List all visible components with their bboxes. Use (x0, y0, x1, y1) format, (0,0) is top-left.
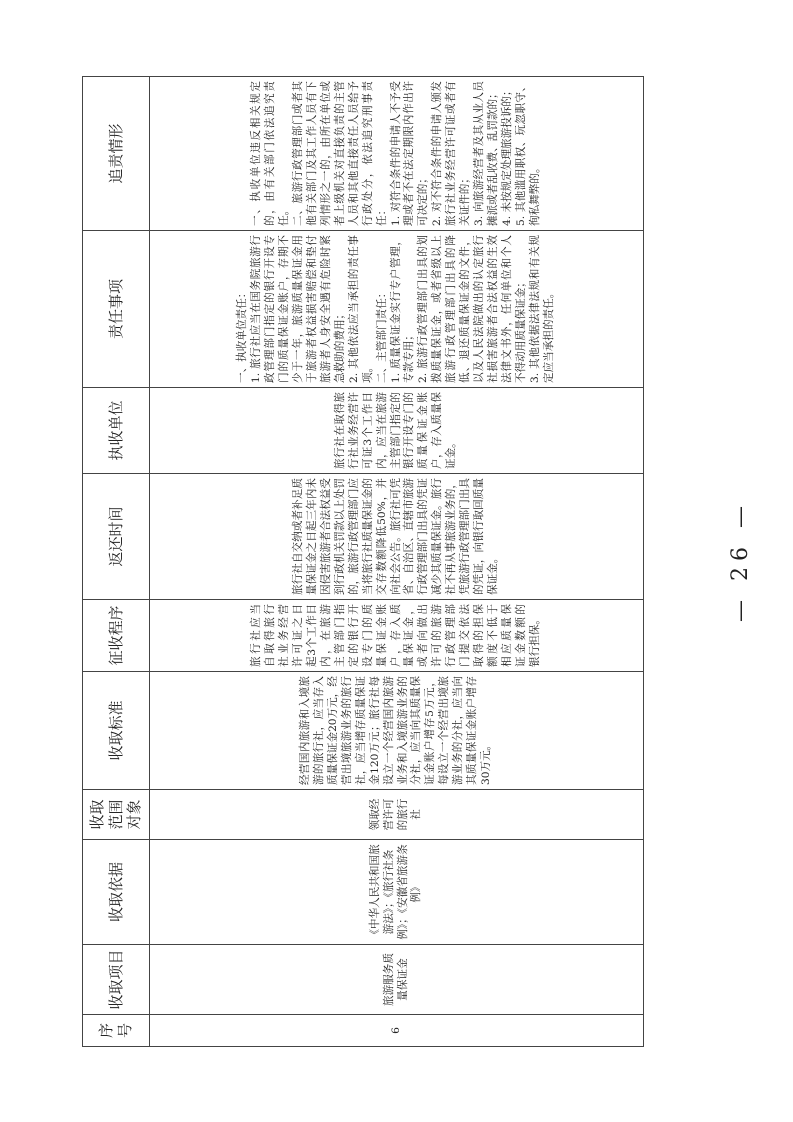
cell-basis: 《中华人民共和国旅游法》；《旅行社条例》；《安徽省旅游条例》 (150, 840, 644, 945)
cell-standard: 经营国内旅游和入境旅游的旅行社，应当存入质量保证金20万元，经营出境旅游业务的旅行社，应当增存质量保证金120万元；旅行社每设立一个经营国内旅游业务和入境旅游业务的分社，应当向其质量保证金账户增存5万元，每设立一个经营出境旅游业务的分社，应当向其质量保证金账户增存30万元。 (150, 672, 644, 790)
cell-unit: 旅行社在取得旅行社业务经营许可证3个工作日内，应当在旅游主管部门指定的银行开设专门的质量保证金账户，存入质量保证金。 (150, 388, 644, 474)
accountability-line: 4. 未按规定处理旅游投诉的； (501, 85, 514, 226)
accountability-line: 二、旅游行政管理部门或者其他有关部门及其工作人员有下列情形之一的，由所在单位或者上级机关对直接负责的主管人员和其他直接责任人员给予行政处分，依法追究刑事责任： (291, 81, 388, 226)
fee-item-table (82, 76, 644, 1047)
responsibility-line: 二、主管部门责任： (375, 287, 388, 383)
header-refund-time: 返还时间 (83, 474, 150, 600)
header-standard: 收取标准 (83, 672, 150, 790)
accountability-line: 一、执收单位违反相关规定的，由有关部门依法追究责任。 (249, 81, 290, 226)
cell-scope: 领取经营许可的旅行社 (150, 790, 644, 840)
header-procedure: 征收程序 (83, 600, 150, 672)
header-responsibility: 责任事项 (83, 231, 150, 388)
cell-procedure: 旅行社应当自取得旅行社业务经营许可证之日起3个工作日内，在旅游主管部门指定的银行开设专门的质量保证金账户，存入质量保证金，或者向做出许可的旅游行政管理部门提交依法取得的担保额度不低于相应质量保证金数额的银行担保。 (150, 600, 644, 672)
cell-responsibility (150, 231, 644, 388)
cell-item: 旅游服务质量保证金 (150, 945, 644, 1015)
accountability-line: 1. 对符合条件的申请人不予受理或者不在法定期限内作出许可决定的； (389, 81, 430, 226)
header-item: 收取项目 (83, 945, 150, 1015)
page-number: — 26 — (728, 500, 753, 622)
responsibility-line: 1. 旅行社应当在国务院旅游行政管理部门指定的银行开设专门的质量保证金账户，存期不少于一年，旅游质量保证金用于旅游者权益损害赔偿和垫付旅游者人身安全遇有危险时紧急救助的费用； (249, 235, 346, 383)
responsibility-line: 1. 质量保证金实行专户管理，专款专用； (389, 235, 416, 383)
cell-accountability (150, 77, 644, 231)
header-unit: 执收单位 (83, 388, 150, 474)
header-seq: 序号 (83, 1015, 150, 1047)
table-header-row (83, 77, 150, 1047)
accountability-line: 2. 对不符合条件的申请人颁发旅行社业务经营许可证或者有关证件的； (431, 81, 472, 226)
header-accountability: 追责情形 (83, 77, 150, 231)
accountability-line: 3. 向旅游经营者及其从业人员摊派或者乱收费、乱罚款的； (473, 81, 500, 226)
cell-seq: 6 (150, 1015, 644, 1047)
responsibility-line: 一、执收单位责任： (235, 287, 248, 383)
responsibility-line: 3. 其他依据法律法规和有关规定应当承担的责任。 (529, 235, 556, 383)
table-row (150, 77, 644, 1047)
accountability-line: 5. 其他滥用职权、玩忽职守、徇私舞弊的。 (515, 81, 542, 226)
responsibility-line: 2. 其他依法应当承担的责任事项。 (347, 235, 374, 383)
header-basis: 收取依据 (83, 840, 150, 945)
header-scope: 收取范围对象 (83, 790, 150, 840)
cell-refund-time: 旅行社自交纳或者补足质量保证金之日起三年内未因侵害旅游者合法权益受到行政机关罚款以上处罚的，旅游行政管理部门应当将旅行社质量保证金的交存数额降低50%，并向社会公告。旅行社可凭省、自治区、直辖市旅游行政管理部门出具的凭证减少其质量保证金。旅行社不再从事旅游业务的，凭旅游行政管理部门出具的凭证，向银行取回质量保证金。 (150, 474, 644, 600)
responsibility-line: 2. 旅游行政管理部门出具的划拨质量保证金，或者省级以上旅游行政管理部门出具的降低、退还质量保证金的文件，以及人民法院做出的认定旅行社损害旅游者合法权益的生效法律文书外，任何单位和个人不得动用质量保证金； (417, 235, 528, 383)
